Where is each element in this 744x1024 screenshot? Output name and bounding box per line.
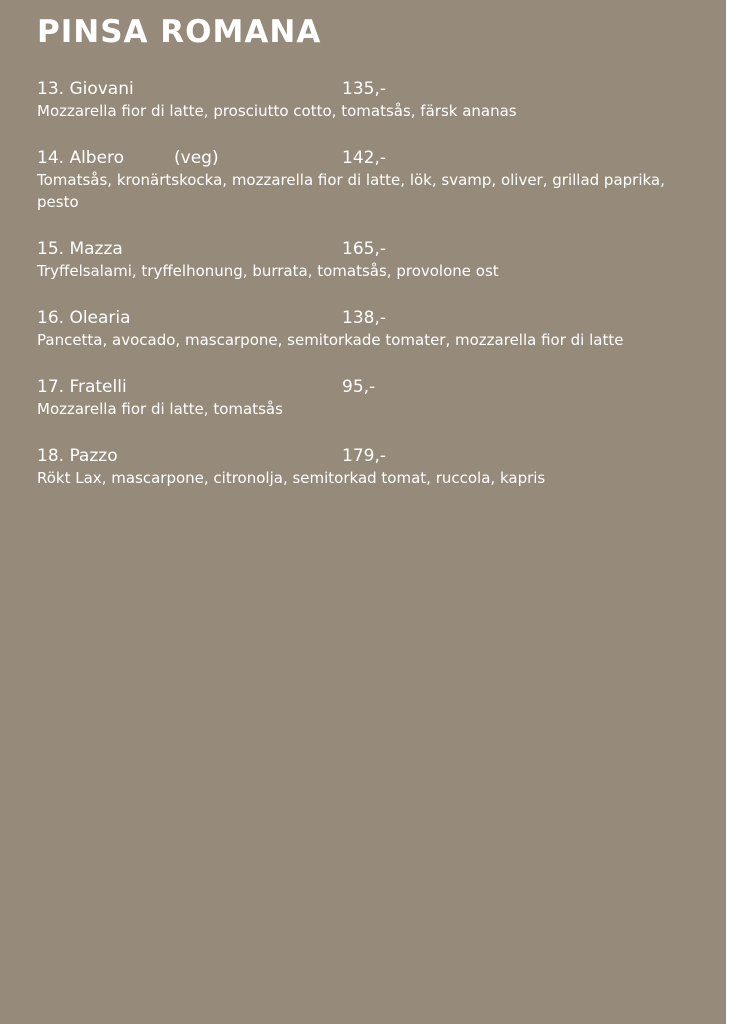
menu-item [37, 445, 697, 489]
menu-item-name: 13. Giovani [37, 79, 134, 99]
menu-item-name: 17. Fratelli [37, 377, 127, 397]
menu-item-header [37, 376, 697, 398]
menu-item-price: 95,- [342, 377, 376, 397]
menu-item-name: 16. Olearia [37, 308, 131, 328]
menu-item-description: Rökt Lax, mascarpone, citronolja, semitorkad tomat, ruccola, kapris [37, 469, 546, 487]
menu-item [37, 376, 697, 420]
menu-item-header [37, 307, 697, 329]
menu-item-price: 165,- [342, 239, 386, 259]
menu-list [37, 78, 697, 489]
menu-item-header [37, 445, 697, 467]
menu-item-description: Pancetta, avocado, mascarpone, semitorkade tomater, mozzarella fior di latte [37, 331, 624, 349]
menu-item-header [37, 238, 697, 260]
menu-item [37, 238, 697, 282]
menu-item-description: Mozzarella fior di latte, prosciutto cotto, tomatsås, färsk ananas [37, 102, 517, 120]
page-title: PINSA ROMANA [37, 14, 322, 50]
menu-item-header [37, 147, 697, 169]
menu-item-header [37, 78, 697, 100]
menu-item [37, 307, 697, 351]
menu-item-price: 138,- [342, 308, 386, 328]
menu-item-price: 142,- [342, 148, 386, 168]
menu-item [37, 78, 697, 122]
menu-item-name: 15. Mazza [37, 239, 123, 259]
menu-item-price: 179,- [342, 446, 386, 466]
menu-item-description: Tryffelsalami, tryffelhonung, burrata, tomatsås, provolone ost [37, 262, 499, 280]
menu-item-description: Mozzarella fior di latte, tomatsås [37, 400, 283, 418]
menu-item-name: 18. Pazzo [37, 446, 118, 466]
menu-item-name: 14. Albero [37, 148, 125, 168]
menu-item-price: 135,- [342, 79, 386, 99]
menu-item-note: (veg) [174, 148, 219, 168]
menu-item-description: Tomatsås, kronärtskocka, mozzarella fior di latte, lök, svamp, oliver, grillad paprika, pesto [37, 171, 665, 211]
menu-item [37, 147, 697, 213]
